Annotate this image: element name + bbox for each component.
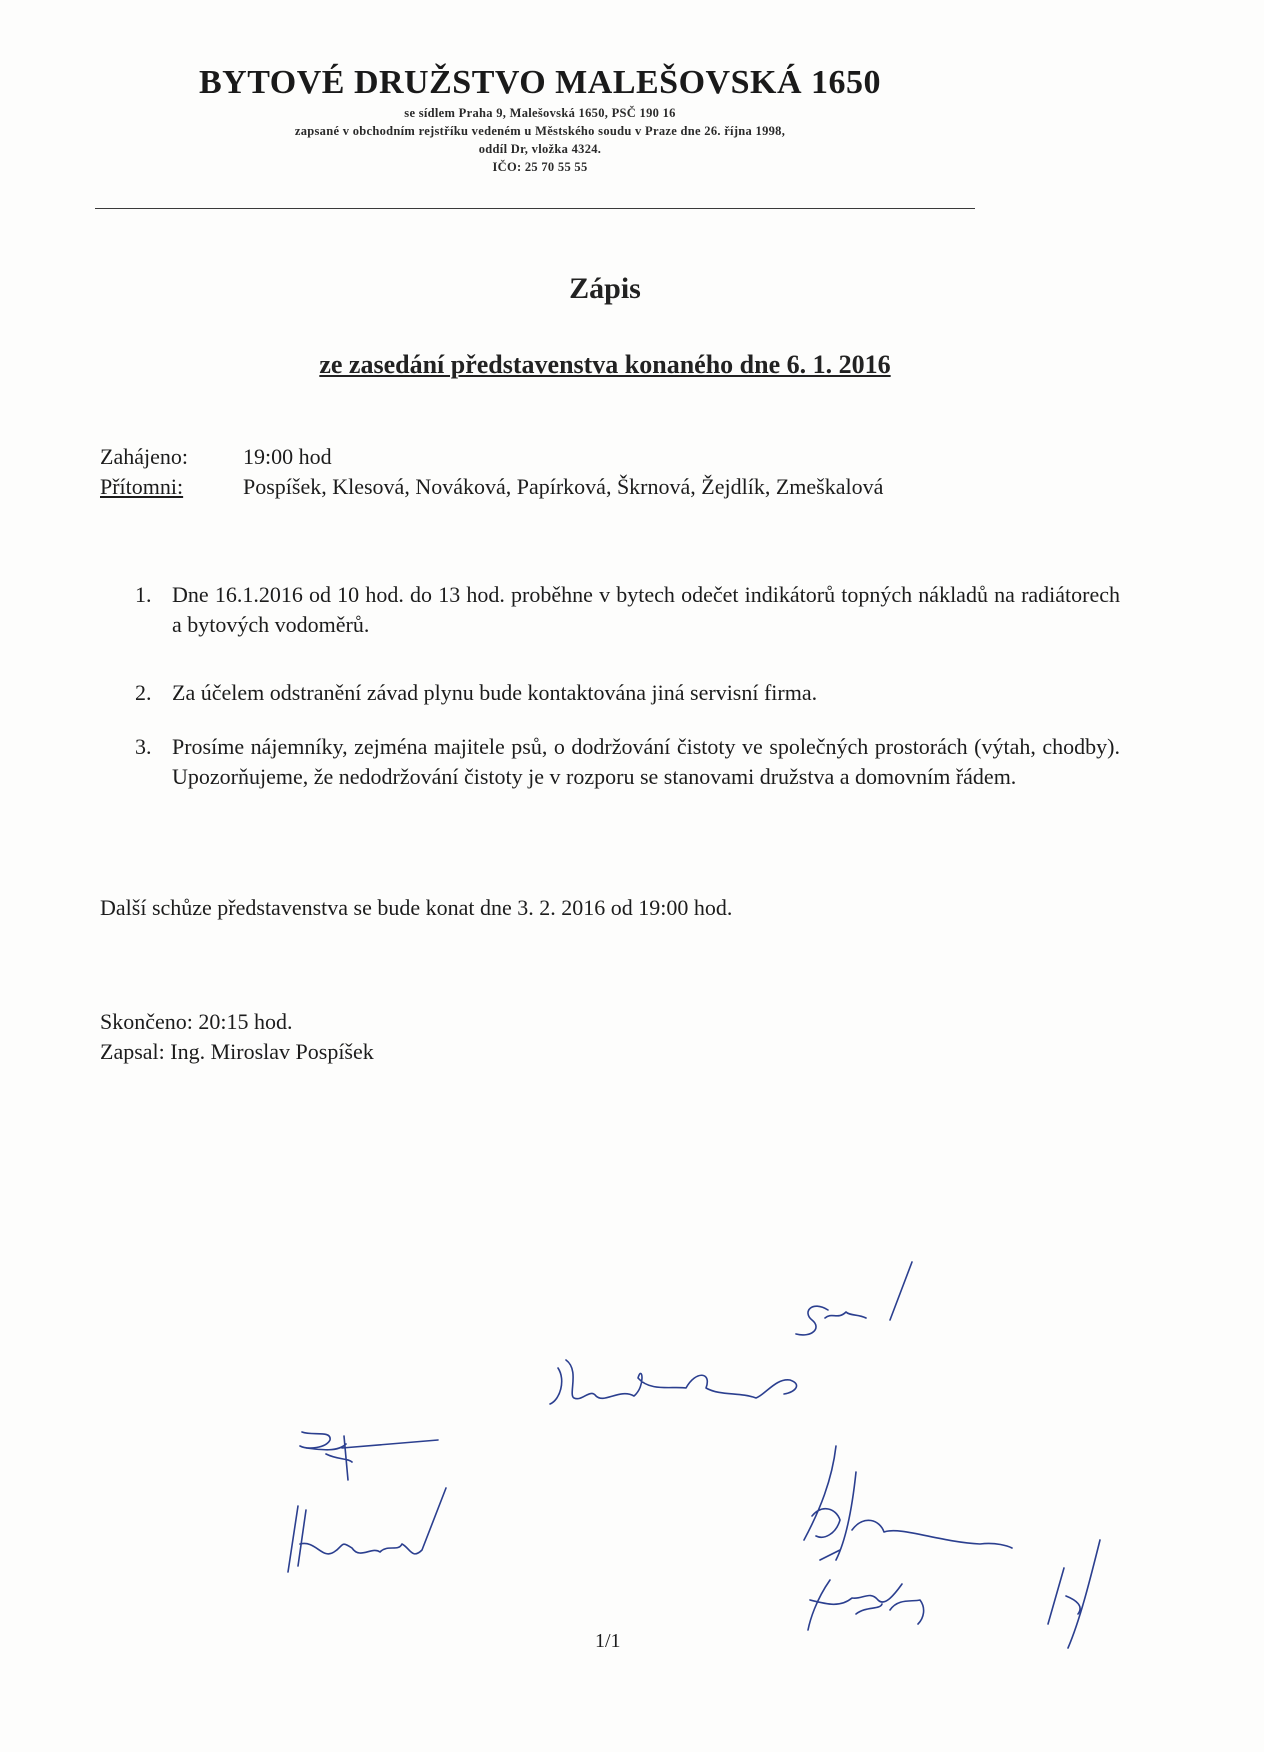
started-label: Zahájeno: [100, 444, 188, 469]
started-value: 19:00 hod [243, 444, 332, 469]
letterhead-divider [95, 208, 975, 209]
item-number: 3. [135, 734, 152, 759]
next-meeting-note: Další schůze představenstva se bude konat dne 3. 2. 2016 od 19:00 hod. [100, 895, 733, 920]
item-text: Prosíme nájemníky, zejména majitele psů, o dodržování čistoty ve společných prostorách (výtah, chodby). Upozorňujeme, že nedodržování čistoty je v rozporu se stanovami družstva a domovním řádem. [172, 734, 1120, 789]
meeting-meta [100, 442, 883, 502]
closing-block [100, 1007, 374, 1067]
signature-stroke [288, 1488, 446, 1572]
list-item [135, 732, 1120, 792]
list-item [135, 580, 1120, 640]
recorded-by: Zapsal: Ing. Miroslav Pospíšek [100, 1039, 374, 1064]
signature-stroke [550, 1360, 797, 1404]
present-row [100, 472, 883, 502]
signature-stroke [300, 1432, 438, 1480]
item-text: Dne 16.1.2016 od 10 hod. do 13 hod. proběhne v bytech odečet indikátorů topných nákladů na radiátorech a bytových vodoměrů. [172, 582, 1120, 637]
agenda-list [135, 580, 1120, 816]
document-title: Zápis [569, 272, 641, 305]
item-text: Za účelem odstranění závad plynu bude kontaktována jiná servisní firma. [172, 680, 818, 705]
document-subtitle: ze zasedání představenstva konaného dne 6. 1. 2016 [319, 350, 891, 379]
page-number: 1/1 [595, 1630, 621, 1652]
list-item [135, 678, 1120, 708]
ended-time: Skončeno: 20:15 hod. [100, 1009, 293, 1034]
letterhead-registry: zapsané v obchodním rejstříku vedeném u Městského soudu v Praze dne 26. října 1998, [294, 124, 786, 138]
present-label: Přítomni: [100, 474, 184, 499]
signature-stroke [804, 1446, 1012, 1560]
signature-stroke [808, 1540, 1100, 1648]
present-value: Pospíšek, Klesová, Nováková, Papírková, Škrnová, Žejdlík, Zmeškalová [243, 474, 884, 499]
organization-name: BYTOVÉ DRUŽSTVO MALEŠOVSKÁ 1650 [198, 64, 882, 101]
item-number: 2. [135, 680, 152, 705]
letterhead-section: oddíl Dr, vložka 4324. [478, 142, 602, 156]
signature-stroke [796, 1262, 912, 1335]
letterhead-ico: IČO: 25 70 55 55 [492, 160, 588, 174]
started-row [100, 442, 883, 472]
letterhead [100, 62, 980, 176]
item-number: 1. [135, 582, 152, 607]
letterhead-address: se sídlem Praha 9, Malešovská 1650, PSČ 190 16 [404, 106, 676, 120]
